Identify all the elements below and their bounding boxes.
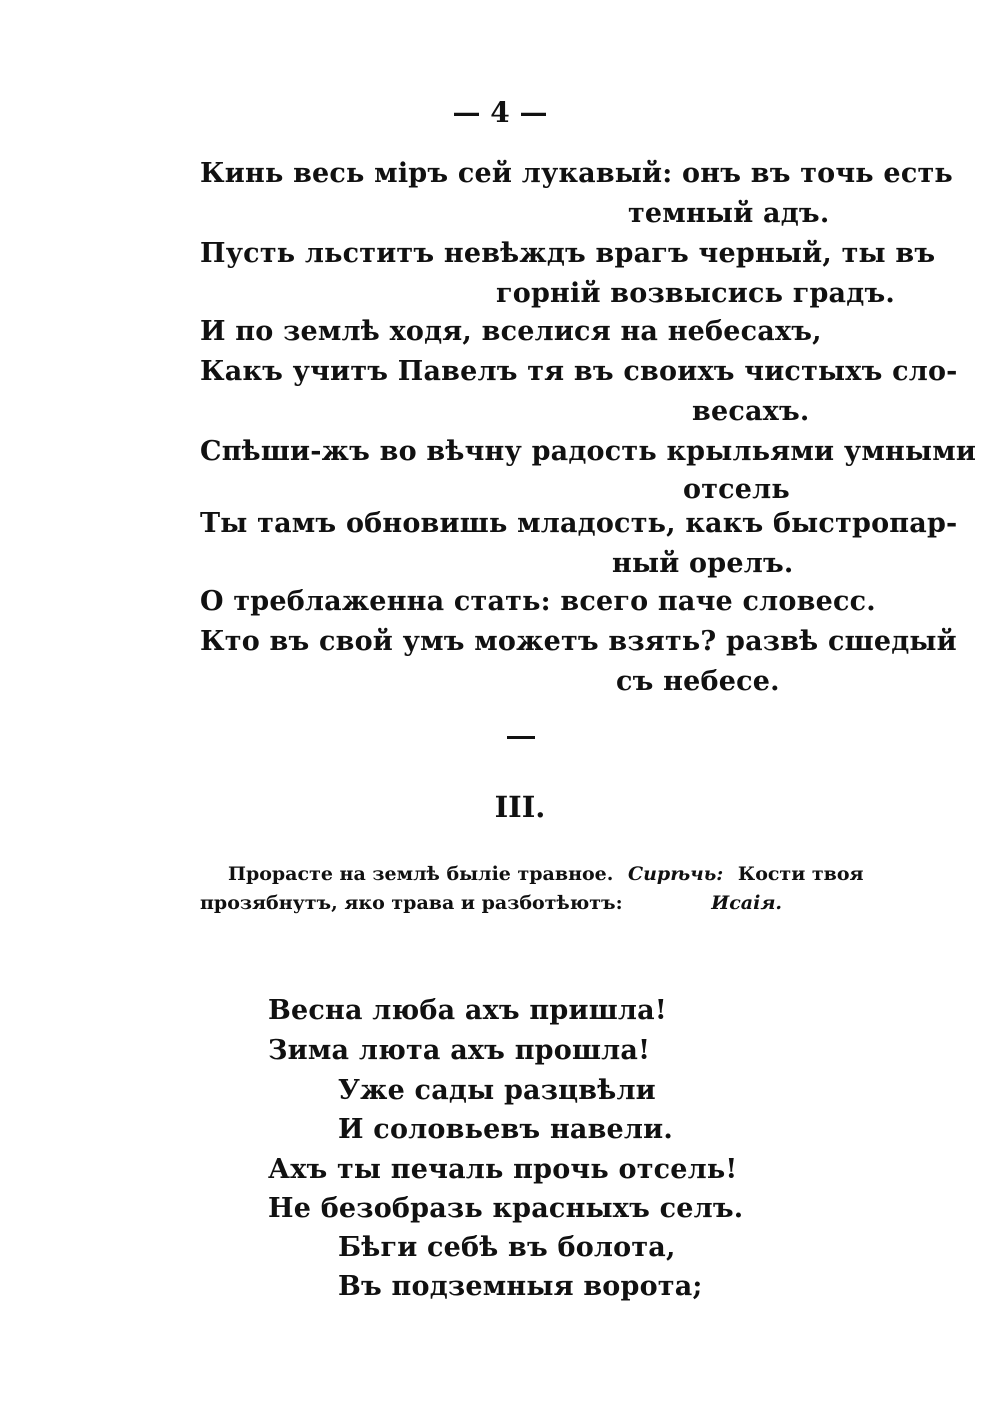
poem-line: темный адъ. (628, 198, 830, 229)
section-divider (507, 736, 535, 739)
epigraph-line-1 (228, 862, 864, 886)
epigraph-attribution: Исаія. (711, 892, 783, 914)
poem-line: Весна люба ахъ пришла! (268, 995, 667, 1026)
epigraph-line-2 (200, 891, 782, 915)
poem-line: отсель (683, 474, 790, 505)
epigraph-text: прозябнутъ, яко трава и разботѣютъ: (200, 892, 623, 914)
poem-line: Пусть льститъ невѣждъ врагъ черный, ты въ (200, 238, 936, 269)
poem-line: Кинь весь міръ сей лукавый: онъ въ точь есть (200, 158, 953, 189)
epigraph-text: Прорасте на землѣ быліе травное. (228, 863, 614, 885)
page-number: — 4 — (452, 96, 548, 129)
poem-line: ный орелъ. (612, 548, 794, 579)
poem-line: горній возвысись градъ. (496, 278, 895, 309)
poem-line: съ небесе. (616, 666, 780, 697)
poem-line: Ты тамъ обновишь младость, какъ быстропар- (200, 508, 958, 539)
poem-line: Не безобразь красныхъ селъ. (268, 1193, 744, 1224)
poem-line: Какъ учитъ Павелъ тя въ своихъ чистыхъ сло- (200, 356, 958, 387)
poem-line: Бѣги себѣ въ болота, (338, 1232, 676, 1263)
poem-line: Уже сады разцвѣли (338, 1075, 656, 1106)
epigraph-text: Кости твоя (737, 863, 864, 885)
poem-line: О треблаженна стать: всего паче словесс. (200, 586, 876, 617)
poem-line: Кто въ свой умъ можетъ взять? развѣ сшедый (200, 626, 957, 657)
poem-line: весахъ. (692, 396, 810, 427)
poem-line: И по землѣ ходя, вселися на небесахъ, (200, 316, 822, 347)
section-number: III. (494, 790, 546, 824)
poem-line: Зима люта ахъ прошла! (268, 1035, 651, 1066)
epigraph-emphasis: Сирѣчь: (627, 863, 724, 885)
poem-line: Въ подземныя ворота; (338, 1271, 703, 1302)
poem-line: Ахъ ты печаль прочь отсель! (268, 1154, 738, 1185)
poem-line: Спѣши-жъ во вѣчну радость крыльями умными (200, 436, 977, 467)
poem-line: И соловьевъ навели. (338, 1114, 673, 1145)
